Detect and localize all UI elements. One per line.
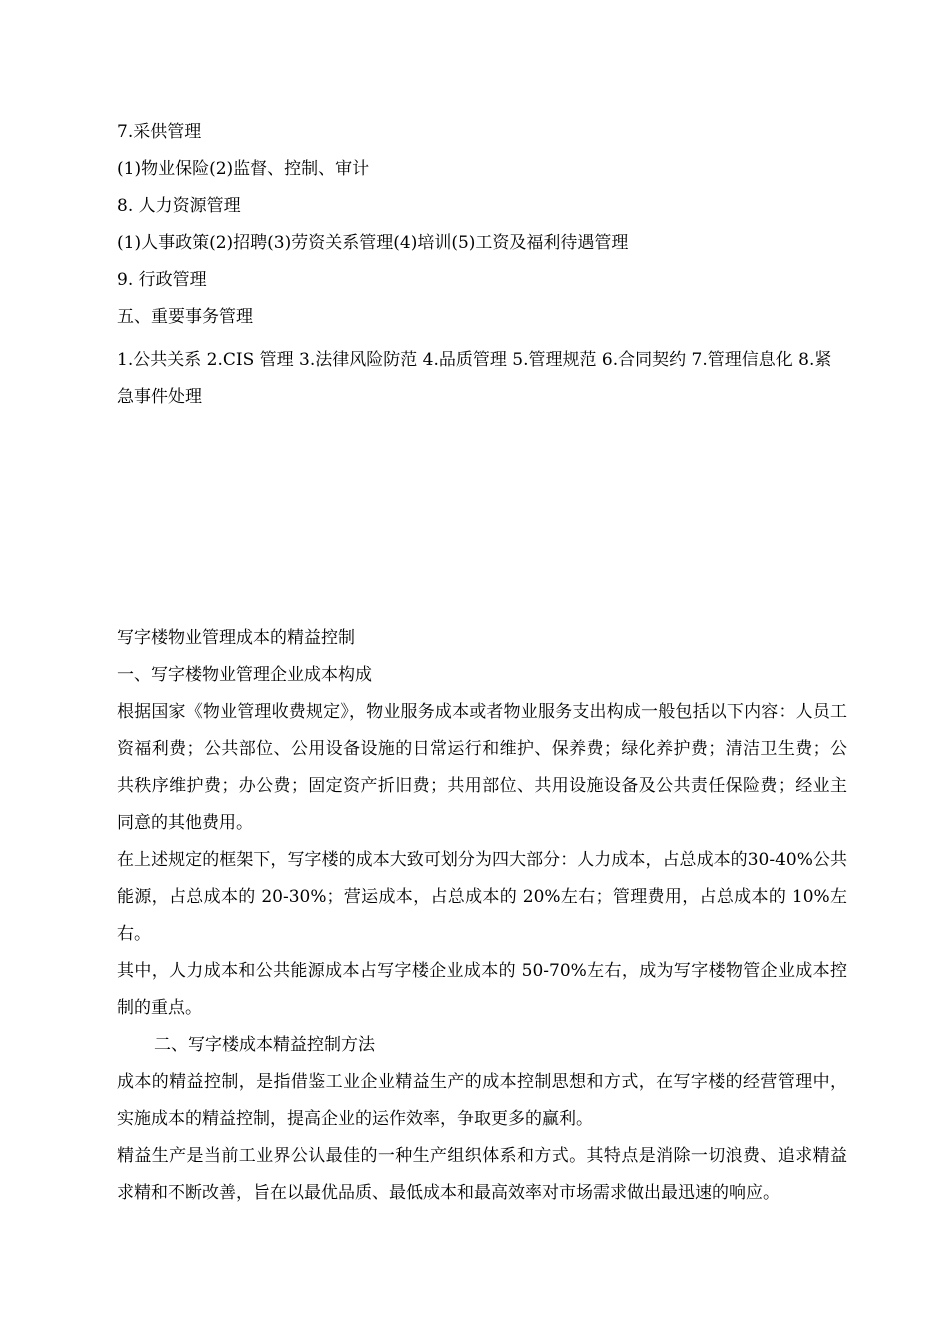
heading-control-methods: 二、写字楼成本精益控制方法 [154, 1035, 375, 1055]
list-item-procurement-detail: (1)物业保险(2)监督、控制、审计 [117, 159, 370, 179]
heading-key-affairs: 五、重要事务管理 [117, 307, 253, 327]
management-list-section [117, 120, 847, 416]
paragraph-regulation: 根据国家《物业管理收费规定》，物业服务成本或者物业服务支出构成一般包括以下内容：人员工资福利费；公共部位、公用设备设施的日常运行和维护、保养费；绿化养护费；清洁卫生费；公共秩序维护费；办公费；固定资产折旧费；共用部位、共用设施设备及公共责任保险费；经业主同意的其他费用。 [117, 702, 847, 833]
list-item-procurement: 7.采供管理 [117, 122, 202, 142]
list-item-hr-detail: (1)人事政策(2)招聘(3)劳资关系管理(4)培训(5)工资及福利待遇管理 [117, 233, 629, 253]
list-item-key-affairs-detail: 1.公共关系 2.CIS 管理 3.法律风险防范 4.品质管理 5.管理规范 6.合同契约 7.管理信息化 8.紧急事件处理 [117, 350, 832, 407]
paragraph-lean-production: 精益生产是当前工业界公认最佳的一种生产组织体系和方式。其特点是消除一切浪费、追求精益求精和不断改善，旨在以最优品质、最低成本和最高效率对市场需求做出最迅速的响应。 [117, 1146, 847, 1203]
list-item-admin: 9. 行政管理 [117, 270, 207, 290]
article-title: 写字楼物业管理成本的精益控制 [117, 628, 355, 648]
paragraph-cost-focus: 其中，人力成本和公共能源成本占写字楼企业成本的 50-70%左右，成为写字楼物管企业成本控制的重点。 [117, 961, 847, 1018]
paragraph-lean-control: 成本的精益控制，是指借鉴工业企业精益生产的成本控制思想和方式，在写字楼的经营管理中，实施成本的精益控制，提高企业的运作效率，争取更多的赢利。 [117, 1072, 847, 1129]
paragraph-cost-breakdown: 在上述规定的框架下，写字楼的成本大致可划分为四大部分：人力成本，占总成本的30-40%公共能源，占总成本的 20-30%；营运成本，占总成本的 20%左右；管理费用，占总成本的 10%左右。 [117, 850, 847, 944]
cost-control-article [117, 620, 847, 1212]
list-item-hr: 8. 人力资源管理 [117, 196, 241, 216]
heading-cost-structure: 一、写字楼物业管理企业成本构成 [117, 665, 372, 685]
